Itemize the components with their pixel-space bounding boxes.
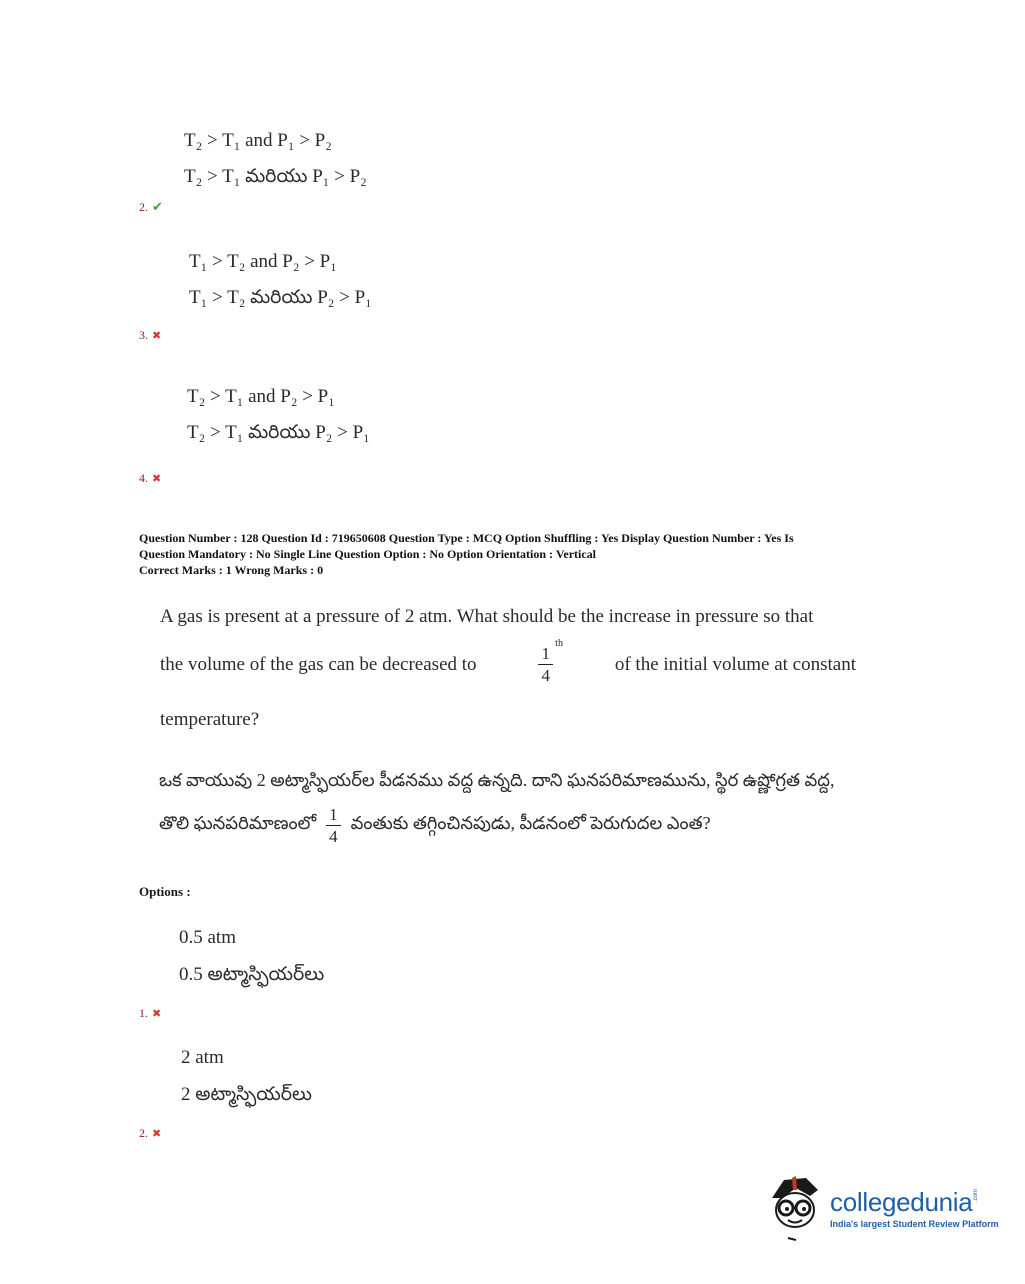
option-number-label: 2. <box>139 200 148 214</box>
options-label: Options : <box>139 884 191 899</box>
question-text-en-line: A gas is present at a pressure of 2 atm. What should be the increase in pressure so that <box>160 606 814 627</box>
fraction-denominator: 4 <box>329 827 338 846</box>
question-text-en-part: the volume of the gas can be decreased to <box>160 653 477 675</box>
option-text-te: T₂ > T₁ మరియు P₂ > P₁ <box>187 422 370 443</box>
option-text-en: 0.5 atm <box>179 927 236 948</box>
option-text-en: 2 atm <box>181 1047 224 1068</box>
option-number-label: 1. <box>139 1006 148 1020</box>
question-text-te-line: ఒక వాయువు 2 అట్మాస్ఫియర్‌ల పీడనము వద్ద ఉన్నది. దాని ఘనపరిమాణమును, స్థిర ఉష్ణోగ్రత వద్ద, <box>159 770 835 790</box>
option-number <box>139 1006 161 1021</box>
wrong-cross-icon: ✖ <box>152 1007 162 1020</box>
option-text-te: 0.5 అట్మాస్ఫియర్‌లు <box>179 964 325 985</box>
option-number-label: 2. <box>139 1126 148 1140</box>
collegedunia-logo <box>766 1176 999 1242</box>
question-meta <box>139 530 899 578</box>
wrong-cross-icon: ✖ <box>152 472 162 485</box>
question-text-en-line: temperature? <box>160 709 260 730</box>
option-text-te: T₁ > T₂ మరియు P₂ > P₁ <box>189 287 372 308</box>
fraction-one-fourth-th <box>538 638 563 685</box>
fraction-one-fourth <box>326 806 341 845</box>
mascot-icon <box>766 1176 824 1242</box>
option-number <box>139 1126 161 1141</box>
option-text-en: T₁ > T₂ and P₂ > P₁ <box>189 251 337 272</box>
wrong-cross-icon: ✖ <box>152 1127 162 1140</box>
option-text-te: T₂ > T₁ మరియు P₁ > P₂ <box>184 166 367 187</box>
fraction-numerator: 1 <box>329 805 338 824</box>
question-text-te-part: వంతుకు తగ్గించినపుడు, పీడనంలో పెరుగుదల ఎంత? <box>350 813 711 833</box>
option-number <box>139 200 163 215</box>
question-text-te-part: తొలి ఘనపరిమాణంలో <box>159 813 317 833</box>
wrong-cross-icon: ✖ <box>152 329 162 342</box>
option-text-en: T₂ > T₁ and P₂ > P₁ <box>187 386 335 407</box>
option-text-en: T₂ > T₁ and P₁ > P₂ <box>184 130 332 151</box>
brand-tagline: India's largest Student Review Platform <box>830 1219 999 1229</box>
question-text-en-part: of the initial volume at constant <box>614 653 856 675</box>
question-meta-line: Question Number : 128 Question Id : 719650608 Question Type : MCQ Option Shuffling : Yes Display Question Number : Yes Is <box>139 531 794 545</box>
option-number-label: 4. <box>139 471 148 485</box>
brand-domain: .com <box>973 1189 980 1203</box>
question-meta-line: Correct Marks : 1 Wrong Marks : 0 <box>139 563 324 577</box>
fraction-numerator: 1 <box>541 644 550 663</box>
option-text-te: 2 అట్మాస్ఫియర్‌లు <box>181 1084 313 1105</box>
question-meta-line: Question Mandatory : No Single Line Question Option : No Option Orientation : Vertical <box>139 547 597 561</box>
question-text-te-fraction-line <box>159 806 711 845</box>
logo-text <box>830 1189 999 1229</box>
option-number <box>139 328 161 343</box>
brand-name: collegedunia <box>830 1187 973 1217</box>
option-number-label: 3. <box>139 328 148 342</box>
fraction-denominator: 4 <box>541 666 550 685</box>
correct-check-icon: ✔ <box>152 200 163 215</box>
option-number <box>139 471 161 486</box>
fraction-superscript: th <box>555 638 563 649</box>
question-text-en-fraction-line <box>160 638 856 685</box>
